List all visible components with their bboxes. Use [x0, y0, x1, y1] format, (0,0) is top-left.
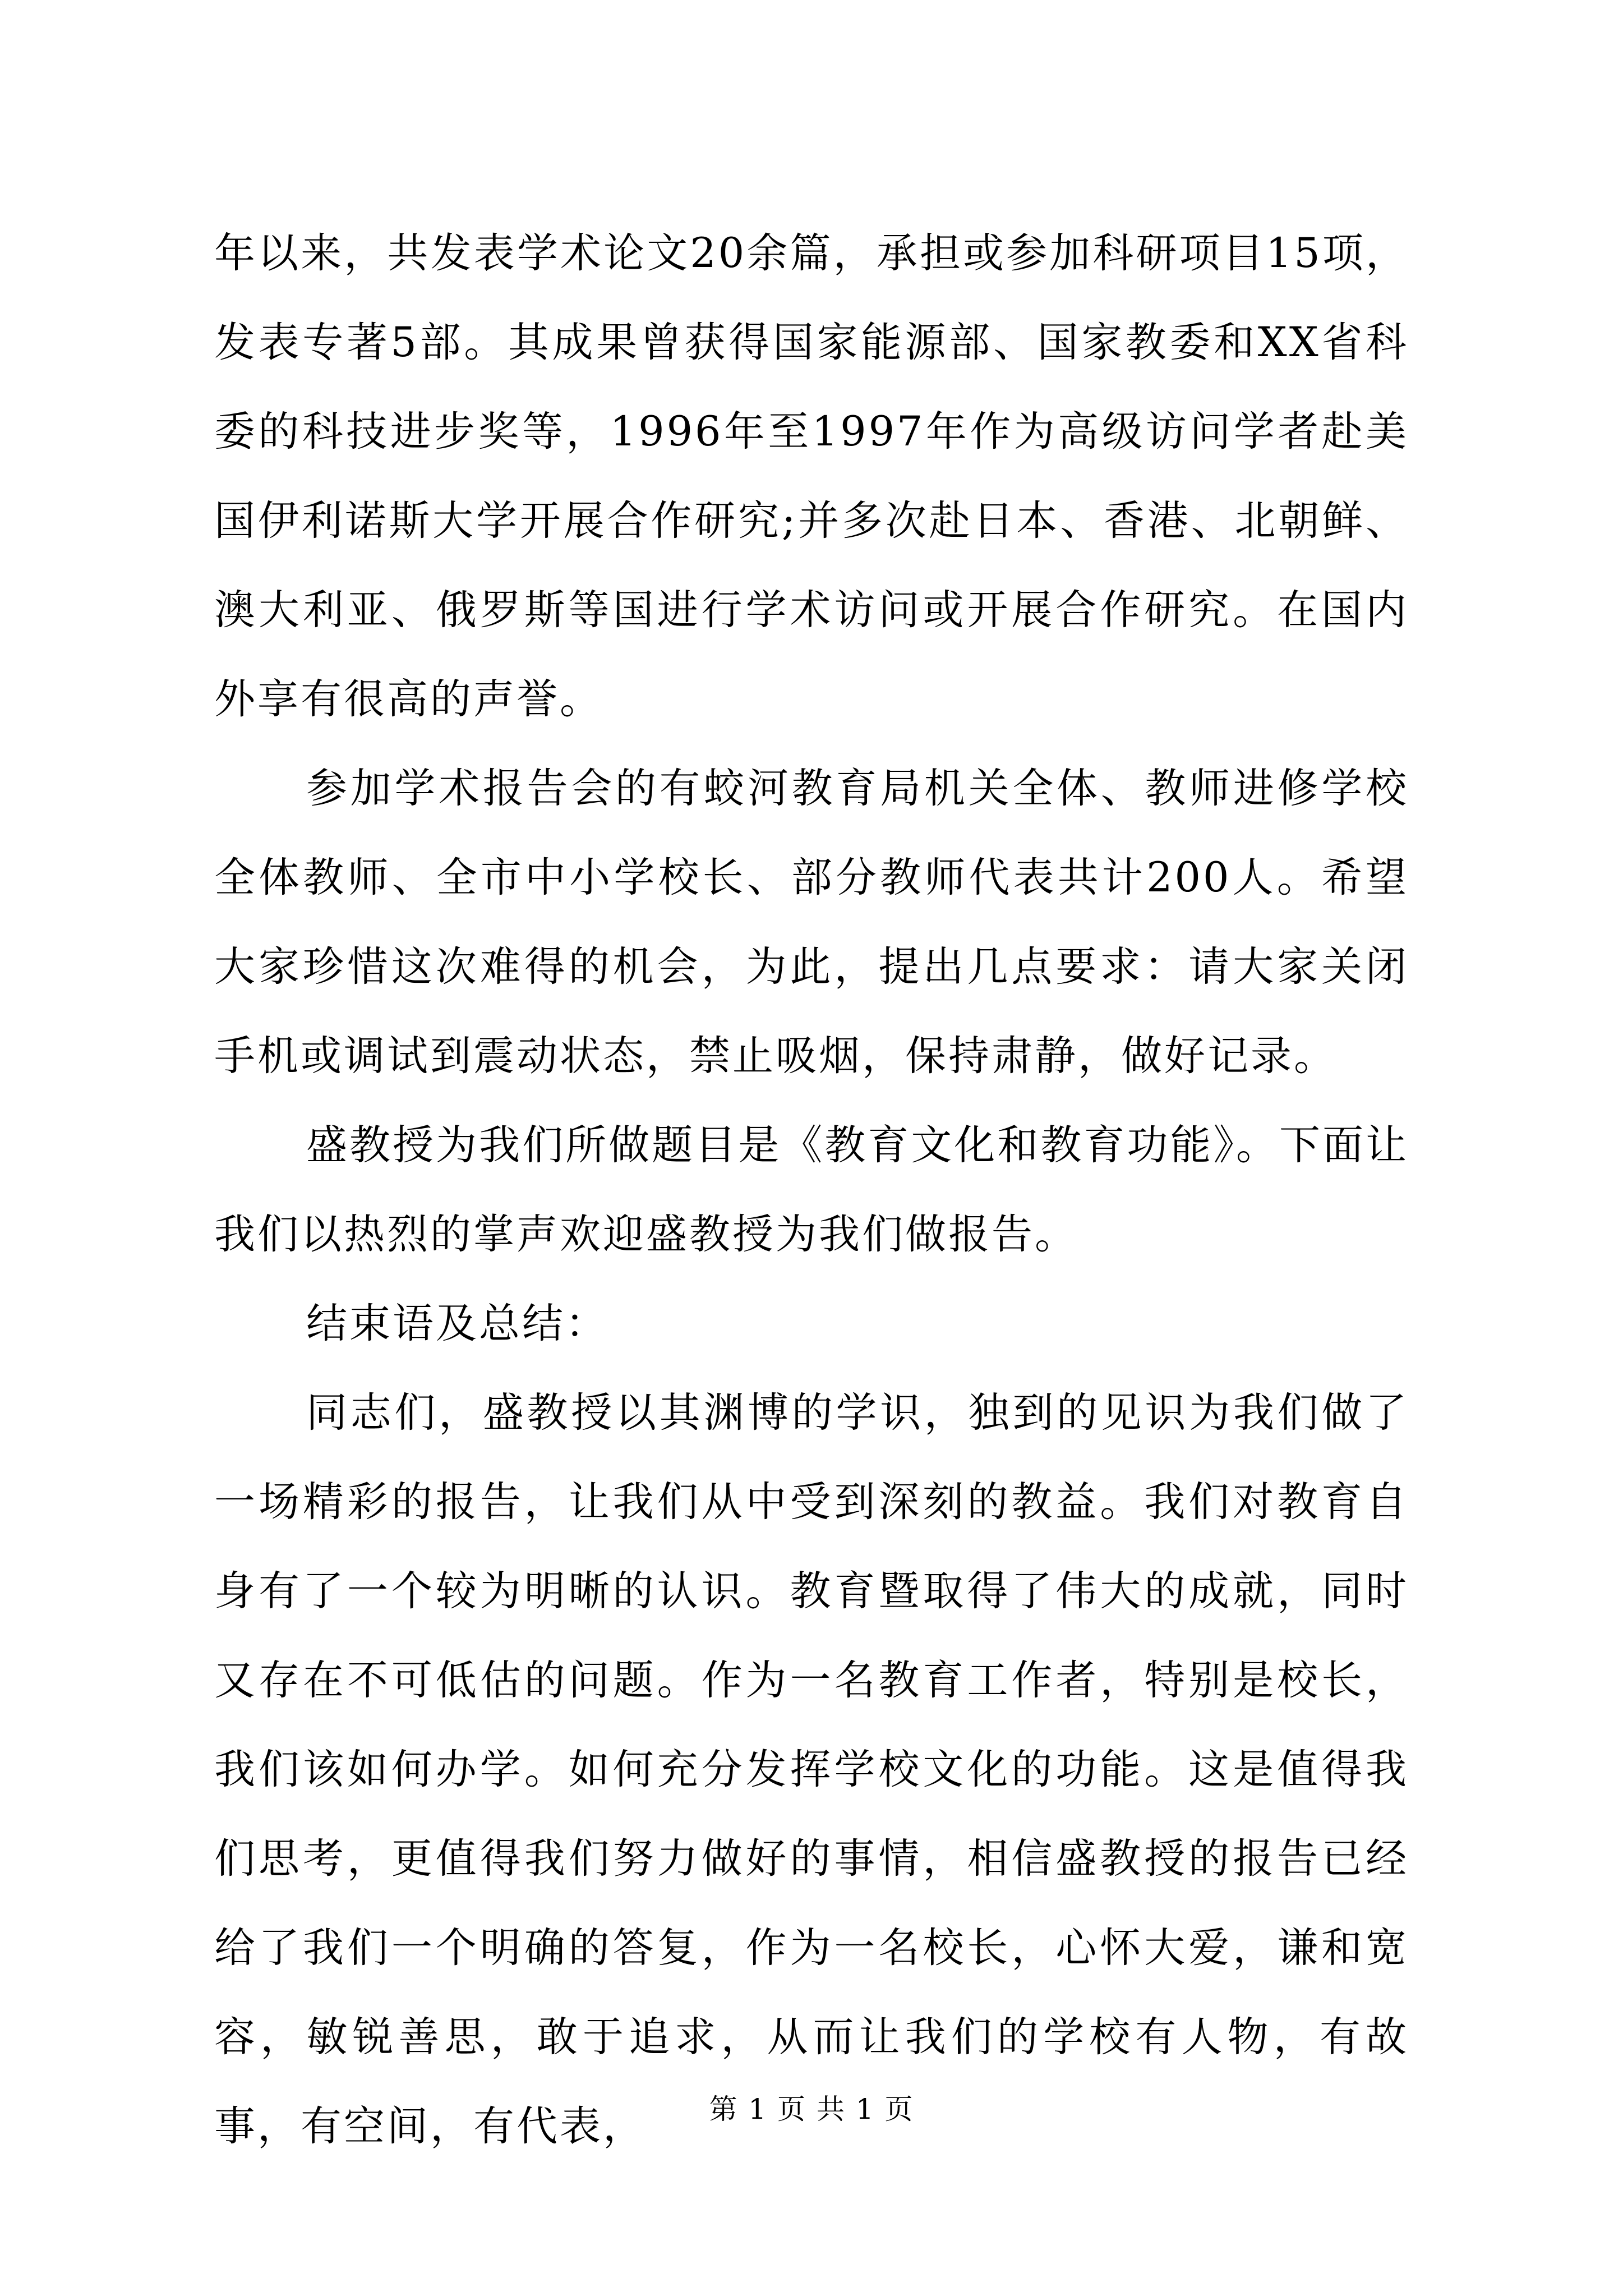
- paragraph-1: 年以来，共发表学术论文20余篇，承担或参加科研项目15项，发表专著5部。其成果曾获得国家能源部、国家教委和XX省科委的科技进步奖等，1996年至1997年作为高级访问学者赴美国伊利诺斯大学开展合作研究;并多次赴日本、香港、北朝鲜、澳大利亚、俄罗斯等国进行学术访问或开展合作研究。在国内外享有很高的声誉。: [214, 229, 1409, 723]
- paragraph-5: 同志们，盛教授以其渊博的学识，独到的见识为我们做了一场精彩的报告，让我们从中受到深刻的教益。我们对教育自身有了一个较为明晰的认识。教育暨取得了伟大的成就，同时又存在不可低估的问题。作为一名教育工作者，特别是校长，我们该如何办学。如何充分发挥学校文化的功能。这是值得我们思考，更值得我们努力做好的事情，相信盛教授的报告已经给了我们一个明确的答复，作为一名校长，心怀大爱，谦和宽容，敏锐善思，敢于追求，从而让我们的学校有人物，有故事，有空间，有代表，: [214, 1389, 1409, 2150]
- document-body: [214, 209, 1409, 2171]
- page-footer: 第 1 页 共 1 页: [709, 2093, 914, 2125]
- paragraph-4: 结束语及总结：: [306, 1300, 608, 1347]
- paragraph-3: 盛教授为我们所做题目是《教育文化和教育功能》。下面让我们以热烈的掌声欢迎盛教授为我们做报告。: [214, 1121, 1409, 1258]
- paragraph-2: 参加学术报告会的有蛟河教育局机关全体、教师进修学校全体教师、全市中小学校长、部分教师代表共计200人。希望大家珍惜这次难得的机会，为此，提出几点要求：请大家关闭手机或调试到震动状态，禁止吸烟，保持肃静，做好记录。: [214, 765, 1409, 1080]
